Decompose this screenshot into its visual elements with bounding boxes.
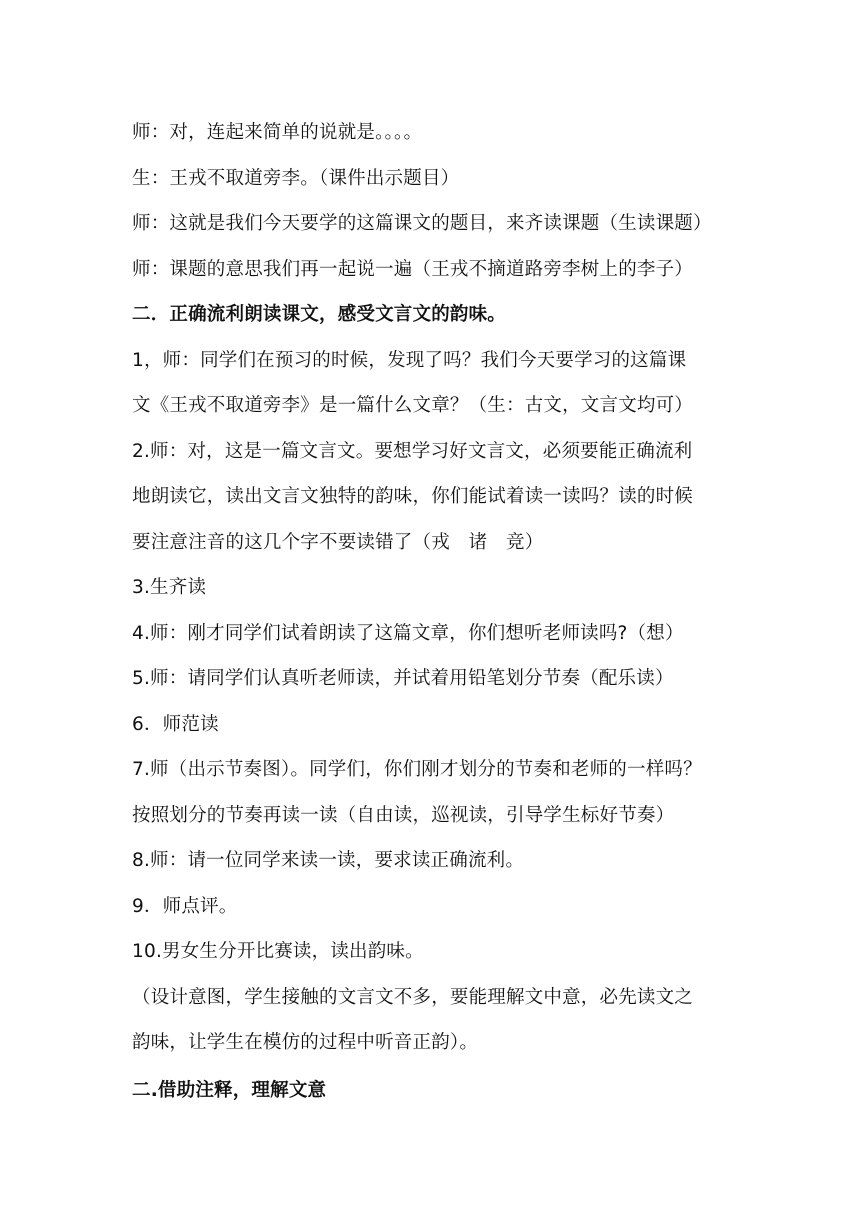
- text-line: 8.师：请一位同学来读一读，要求读正确流利。: [132, 850, 525, 871]
- text-line: 按照划分的节奏再读一读（自由读，巡视读，引导学生标好节奏）: [132, 804, 675, 826]
- text-line: 师：课题的意思我们再一起说一遍（王戎不摘道路旁李树上的李子）: [132, 258, 694, 280]
- text-line: 师：对，连起来简单的说就是。。。。: [132, 122, 423, 143]
- text-line: 文《王戎不取道旁李》是一篇什么文章？（生：古文，文言文均可）: [132, 395, 694, 416]
- section-heading: 二.借助注释，理解文意: [132, 1079, 327, 1101]
- text-line: 地朗读它，读出文言文独特的韵味，你们能试着读一读吗？读的时候: [132, 486, 694, 507]
- text-line: （设计意图，学生接触的文言文不多，要能理解文中意，必先读文之: [132, 986, 694, 1008]
- text-line: 师：这就是我们今天要学的这篇课文的题目，来齐读课题（生读课题）: [132, 213, 712, 234]
- text-line: 韵味，让学生在模仿的过程中听音正韵）。: [132, 1032, 479, 1053]
- text-line: 1，师：同学们在预习的时候，发现了吗？我们今天要学习的这篇课: [132, 349, 687, 371]
- text-line: 10.男女生分开比赛读，读出韵味。: [132, 941, 424, 962]
- section-heading: 二．正确流利朗读课文，感受文言文的韵味。: [132, 304, 507, 325]
- text-line: 3.生齐读: [132, 577, 207, 598]
- text-line: 生：王戎不取道旁李。（课件出示题目）: [132, 167, 460, 189]
- text-line: 9．师点评。: [132, 895, 238, 917]
- document-body: [132, 110, 732, 1113]
- text-line: 2.师：对，这是一篇文言文。要想学习好文言文，必须要能正确流利: [132, 440, 693, 462]
- text-line: 6．师范读: [132, 713, 219, 735]
- text-line: 7.师（出示节奏图）。同学们，你们刚才划分的节奏和老师的一样吗？: [132, 759, 702, 780]
- text-line: 5.师：请同学们认真听老师读，并试着用铅笔划分节奏（配乐读）: [132, 668, 674, 689]
- text-line: 要注意注音的这几个字不要读错了（戎 诸 竞）: [132, 531, 544, 553]
- text-line: 4.师：刚才同学们试着朗读了这篇文章，你们想听老师读吗?（想）: [132, 622, 684, 644]
